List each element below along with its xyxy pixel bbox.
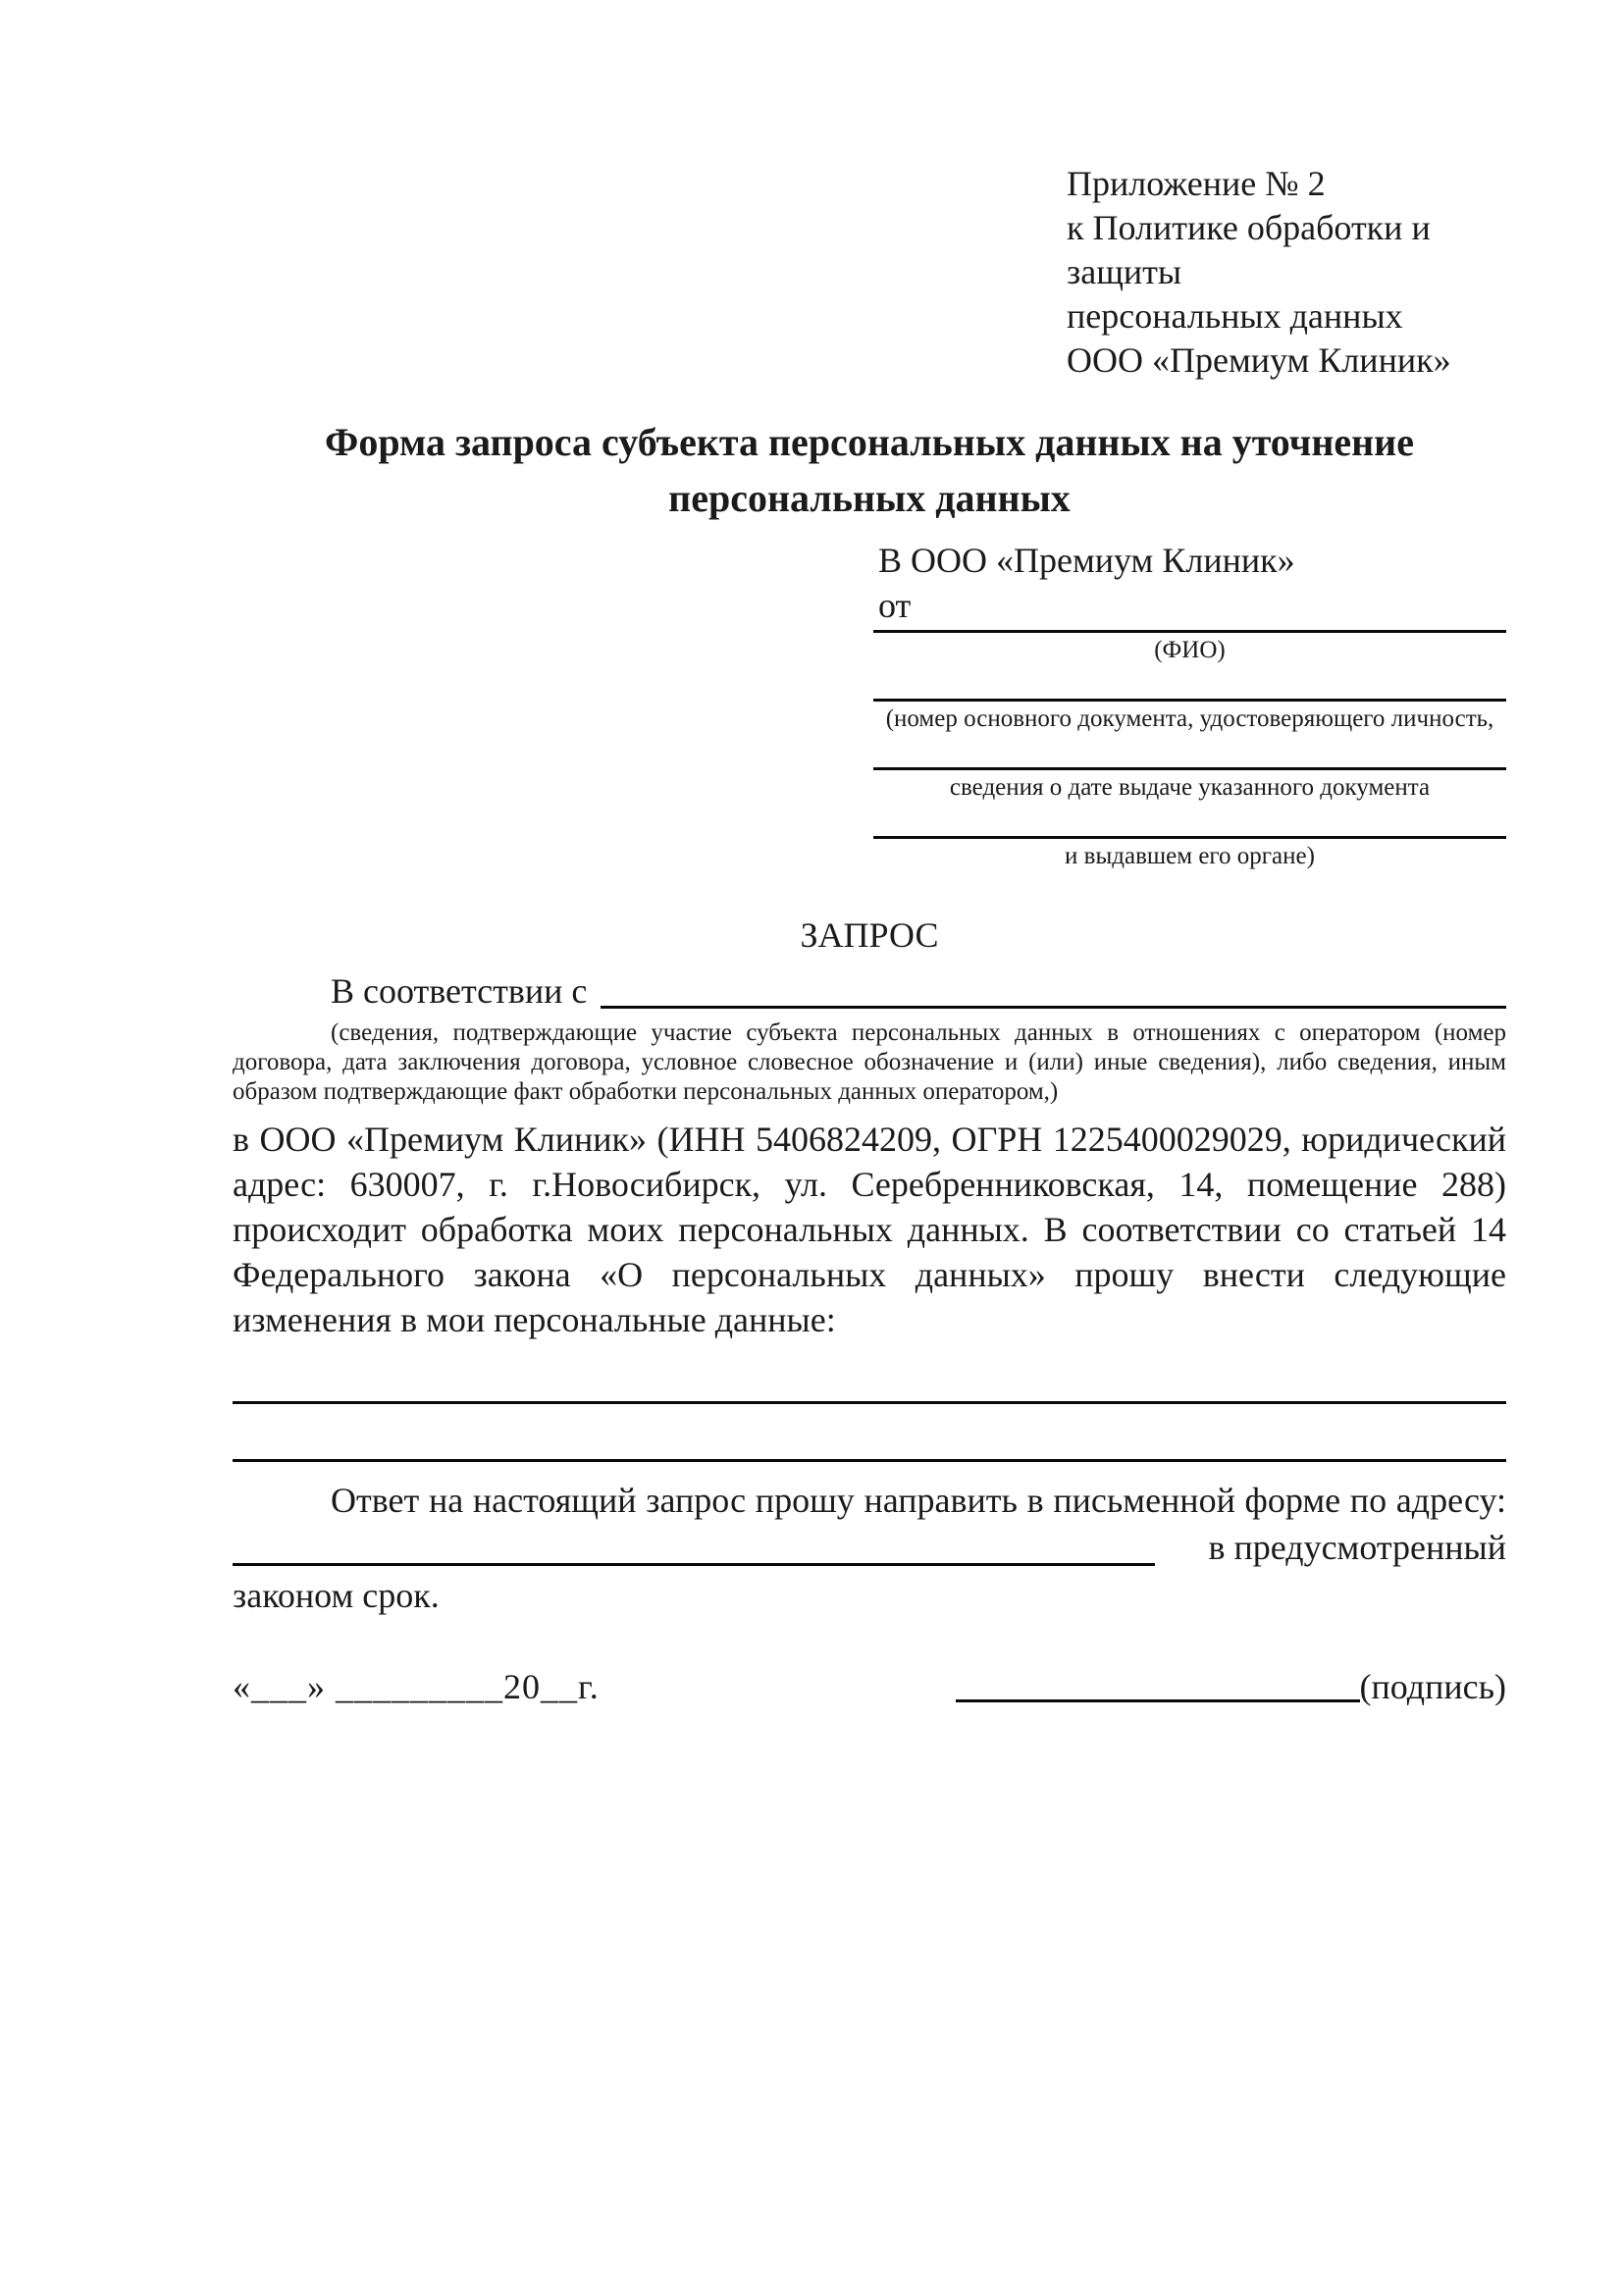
appendix-header-line: Приложение № 2: [1067, 164, 1326, 203]
addressee-to: В ООО «Премиум Клиник»: [878, 541, 1295, 580]
reply-tail: законом срок.: [233, 1576, 440, 1615]
reply-sentence: Ответ на настоящий запрос прошу направить в письменной форме по адресу:: [331, 1481, 1506, 1520]
issue-date-caption: сведения о дате выдаче указанного документа: [949, 774, 1431, 801]
addressee-block: [878, 538, 1506, 628]
basis-footnote: (сведения, подтверждающие участие субъекта персональных данных в отношениях с оператором (номер договора, дата заключения договора, условное словесное обозначение и (или) иные сведения), либо сведения, иным образом подтверждающие факт обработки персональных данных оператором,): [233, 1019, 1506, 1105]
reply-suffix: в предусмотренный: [1208, 1528, 1506, 1567]
fio-caption: (ФИО): [1154, 637, 1226, 663]
signature-row: [233, 1664, 1506, 1709]
field-document-number: [873, 699, 1506, 735]
document-title: Форма запроса субъекта персональных данных на уточнение персональных данных: [325, 420, 1414, 520]
date-blank[interactable]: «___» _________20__г.: [233, 1667, 600, 1706]
basis-input-line[interactable]: [601, 1006, 1506, 1009]
basis-prefix: В соответствии с: [331, 971, 588, 1011]
field-fio: [873, 630, 1506, 666]
appendix-header-line: к Политике обработки и защиты: [1067, 208, 1431, 291]
reply-address-row: [233, 1523, 1506, 1572]
changes-input-line-2[interactable]: [233, 1459, 1506, 1462]
fio-input-line[interactable]: [873, 630, 1506, 633]
field-issuing-authority: [873, 836, 1506, 872]
issuing-authority-caption: и выдавшем его органе): [1065, 843, 1315, 869]
document-number-caption: (номер основного документа, удостоверяющего личность,: [885, 705, 1494, 732]
reply-address-input-line[interactable]: [233, 1563, 1155, 1566]
changes-input-line-1[interactable]: [233, 1401, 1506, 1404]
basis-row: [233, 968, 1506, 1014]
appendix-header-line: ООО «Премиум Клиник»: [1067, 340, 1451, 380]
applicant-fields: [873, 630, 1506, 872]
issuing-authority-input-line[interactable]: [873, 836, 1506, 839]
signature-input-line[interactable]: [956, 1699, 1360, 1702]
request-heading: ЗАПРОС: [800, 915, 939, 955]
appendix-header-line: персональных данных: [1067, 296, 1403, 336]
signature-area: [956, 1664, 1506, 1709]
document-number-input-line[interactable]: [873, 699, 1506, 702]
field-issue-date: [873, 767, 1506, 804]
request-body: в ООО «Премиум Клиник» (ИНН 5406824209, ОГРН 1225400029029, юридический адрес: 630007, г. г.Новосибирск, ул. Серебренниковская, 14, помещение 288) происходит обработка моих персональных данных. В соответствии со статьей 14 Федерального закона «О персональных данных» прошу внести следующие изменения в мои персональные данные:: [233, 1120, 1506, 1339]
signature-caption: (подпись): [1359, 1667, 1506, 1706]
addressee-from: от: [878, 586, 912, 625]
issue-date-input-line[interactable]: [873, 767, 1506, 770]
appendix-header: [1067, 162, 1506, 383]
